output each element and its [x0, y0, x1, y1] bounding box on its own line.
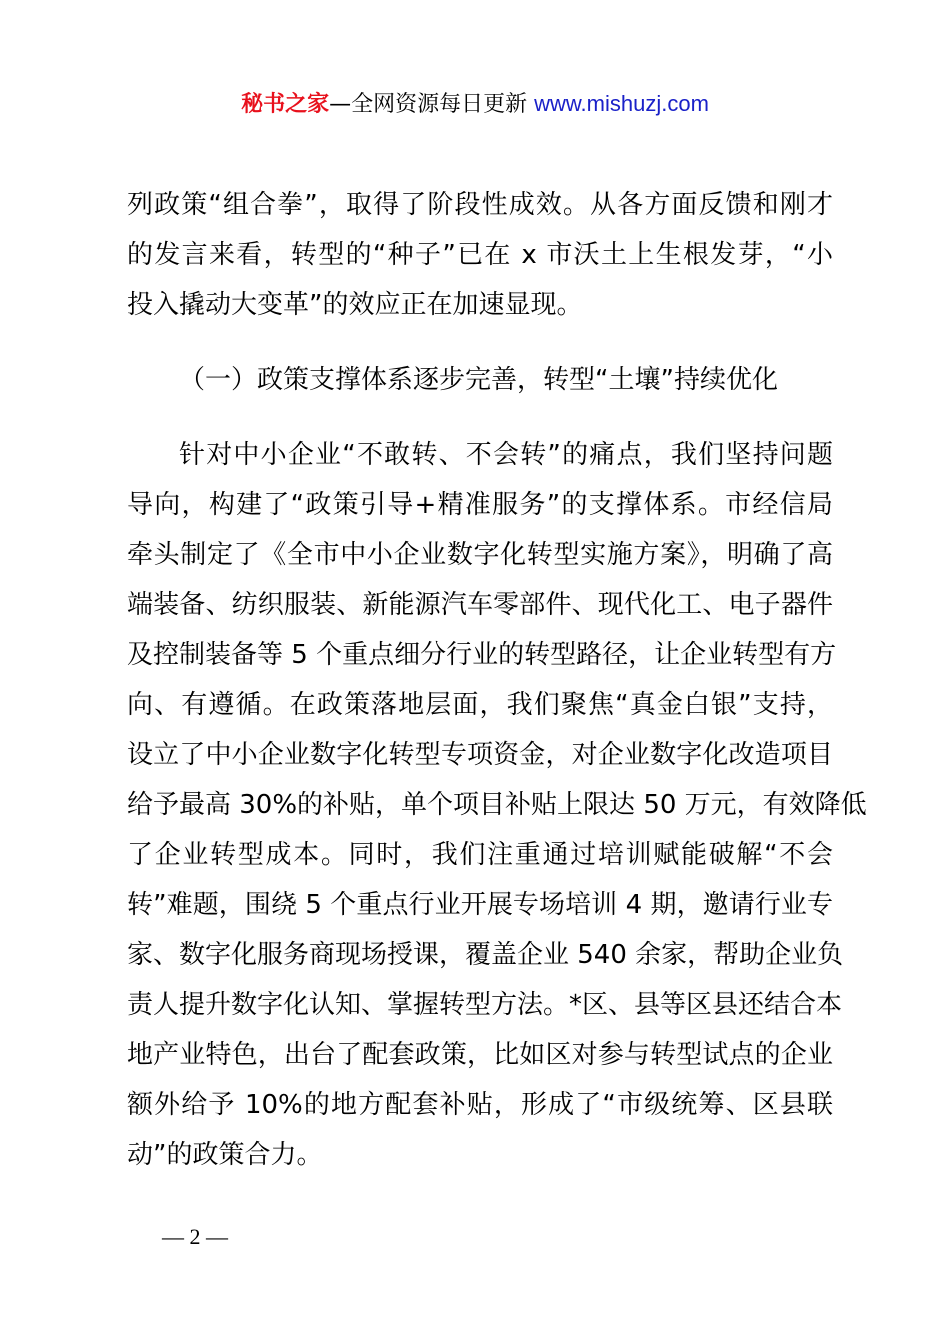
- paragraph-line: 设立了中小企业数字化转型专项资金，对企业数字化改造项目: [127, 740, 833, 770]
- paragraph-intro: [127, 180, 833, 330]
- paragraph-line: 转”难题，围绕 5 个重点行业开展专场培训 4 期，邀请行业专: [127, 890, 833, 920]
- paragraph-line: 了企业转型成本。同时，我们注重通过培训赋能破解“不会: [127, 840, 833, 870]
- paragraph-line: 责人提升数字化认知、掌握转型方法。*区、县等区县还结合本: [127, 990, 843, 1020]
- paragraph-line: 的发言来看，转型的“种子”已在 x 市沃土上生根发芽，“小: [127, 240, 833, 270]
- paragraph-policy-support: [127, 430, 867, 1180]
- paragraph-line: 及控制装备等 5 个重点细分行业的转型路径，让企业转型有方: [127, 640, 837, 670]
- paragraph-line: 牵头制定了《全市中小企业数字化转型实施方案》，明确了高: [127, 540, 833, 570]
- paragraph-line: 向、有遵循。在政策落地层面，我们聚焦“真金白银”支持，: [127, 690, 833, 720]
- paragraph-line: 导向，构建了“政策引导+精准服务”的支撑体系。市经信局: [127, 490, 833, 520]
- paragraph-line: 额外给予 10%的地方配套补贴，形成了“市级统筹、区县联: [127, 1090, 833, 1120]
- site-tagline: —全网资源每日更新: [329, 92, 535, 117]
- paragraph-line: 针对中小企业“不敢转、不会转”的痛点，我们坚持问题: [179, 440, 833, 470]
- site-url-link[interactable]: www.mishuzj.com: [534, 91, 709, 116]
- section-heading: （一）政策支撑体系逐步完善，转型“土壤”持续优化: [179, 365, 778, 395]
- page-header: [0, 88, 950, 121]
- page-number: — 2 —: [162, 1224, 228, 1249]
- paragraph-line: 端装备、纺织服装、新能源汽车零部件、现代化工、电子器件: [127, 590, 833, 620]
- document-body: [127, 180, 867, 1180]
- paragraph-line: 地产业特色，出台了配套政策，比如区对参与转型试点的企业: [127, 1040, 833, 1070]
- paragraph-line: 动”的政策合力。: [127, 1140, 323, 1170]
- paragraph-line: 家、数字化服务商现场授课，覆盖企业 540 余家，帮助企业负: [127, 940, 844, 970]
- site-brand: 秘书之家: [241, 92, 330, 117]
- paragraph-line: 列政策“组合拳”，取得了阶段性成效。从各方面反馈和刚才: [127, 190, 833, 220]
- paragraph-line: 投入撬动大变革”的效应正在加速显现。: [127, 290, 583, 320]
- paragraph-line: 给予最高 30%的补贴，单个项目补贴上限达 50 万元，有效降低: [127, 790, 867, 820]
